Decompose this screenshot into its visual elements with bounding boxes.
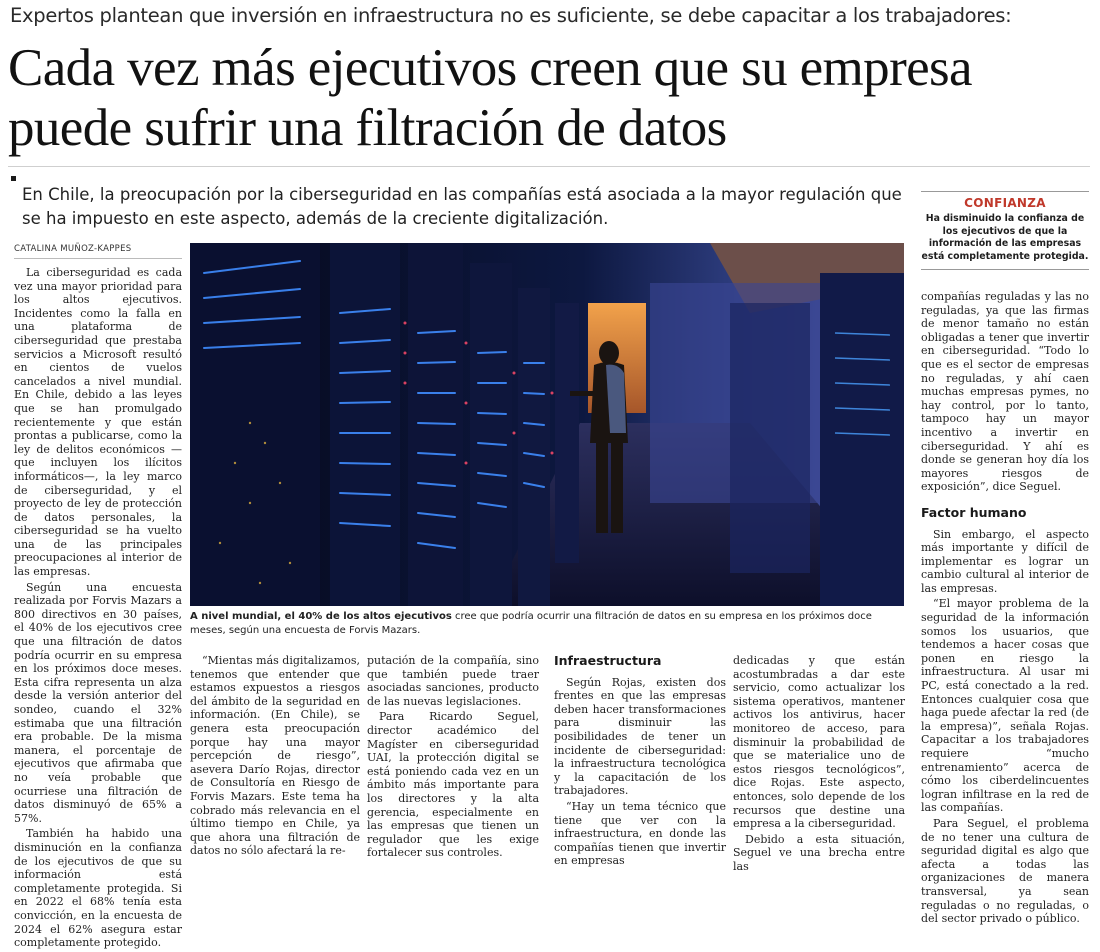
column-4	[554, 654, 726, 870]
byline: CATALINA MUÑOZ-KAPPES	[14, 244, 182, 259]
kicker: Expertos plantean que inversión en infraestructura no es suficiente, se debe capacitar a los trabajadores:	[10, 4, 1012, 27]
paragraph: “Hay un tema técnico que tiene que ver con la infraestructura, en donde las compañías tienen que invertir en empresas	[554, 799, 726, 868]
column-6	[921, 290, 1089, 928]
paragraph: compañías reguladas y las no reguladas, ya que las firmas de menor tamaño no están obligadas a tener que invertir en ciberseguridad. “Todo lo que es el sector de empresas no reguladas, y ahí caen muchas empresas pymes, no hay control, por lo tanto, tampoco hay un mayor incentivo a invertir en ciberseguridad. Y ahí es donde se generan hoy día los mayores riesgos de exposición”, dice Seguel.	[921, 290, 1089, 494]
sidebar-title: CONFIANZA	[964, 196, 1046, 210]
column-3	[367, 654, 539, 862]
server-room-photo	[190, 243, 904, 606]
paragraph: Según Rojas, existen dos frentes en que las empresas deben hacer transformaciones para disminuir las posibilidades de tener un incidente de ciberseguridad: la infraestructura tecnológica y la capacitación de los trabajadores.	[554, 675, 726, 798]
headline: Cada vez más ejecutivos creen que su empresa puede sufrir una filtración de datos	[8, 39, 972, 157]
column-5	[733, 654, 905, 876]
lead-paragraph: En Chile, la preocupación por la ciberseguridad en las compañías está asociada a la mayor regulación que se ha impuesto en este aspecto, además de la creciente digitalización.	[22, 185, 902, 228]
paragraph: Para Seguel, el problema de no tener una cultura de seguridad digital es algo que afecta a todas las organizaciones de manera transversal, ya sean reguladas o no reguladas, o del sector privado o público.	[921, 816, 1089, 926]
column-1	[14, 266, 182, 952]
subhead-factor-humano: Factor humano	[921, 504, 1027, 520]
lead-bullet	[11, 176, 16, 181]
headline-rule	[8, 166, 1090, 167]
server-room-illustration	[190, 243, 904, 606]
photo-caption	[190, 610, 904, 638]
paragraph: “El mayor problema de la seguridad de la información somos los usuarios, que tendemos a hacer cosas que ponen en riesgo la infraestructura. Al usar mi PC, está conectado a la red. Entonces cualquier cosa que haga puede afectar la red (de la empresa)”, señala Rojas. Capacitar a los trabajadores requiere “mucho entrenamiento” acerca de cómo los ciberdelincuentes logran infiltrase en la red de las compañías.	[921, 597, 1089, 815]
paragraph: Para Ricardo Seguel, director académico del Magíster en ciberseguridad UAI, la protección digital se está poniendo cada vez en un ámbito más importante para los directores y la alta gerencia, especialmente en las empresas que tienen un regulador que les exige fortalecer sus controles.	[367, 710, 539, 860]
paragraph: “Mientas más digitalizamos, tenemos que entender que estamos expuestos a riesgos del ámbito de la seguridad en información. (En Chile), se genera esta preocupación porque hay una mayor percepción de riesgo”, asevera Darío Rojas, director de Consultoría en Riesgo de Forvis Mazars. Este tema ha cobrado más relevancia en el último tiempo en Chile, ya que ahora una filtración de datos no sólo afectará la re-	[190, 654, 360, 858]
sidebar-box	[921, 191, 1089, 270]
paragraph: Según una encuesta realizada por Forvis Mazars a 800 directivos en 30 países, el 40% de los ejecutivos cree que una filtración de datos podría ocurrir en su empresa en los próximos doce meses. Esta cifra representa un alza desde la versión anterior del sondeo, cuando el 32% estimaba que una filtración era probable. De la misma manera, el porcentaje de ejecutivos que afirmaba que no veía probable que ocurriese una filtración de datos disminuyó de 65% a 57%.	[14, 580, 182, 825]
sidebar-body: Ha disminuido la confianza de los ejecutivos de que la información de las empresas está completamente protegida.	[921, 213, 1089, 270]
paragraph: putación de la compañía, sino que también puede traer asociadas sanciones, producto de las nuevas legislaciones.	[367, 654, 539, 708]
paragraph: La ciberseguridad es cada vez una mayor prioridad para los altos ejecutivos. Incidentes como la falla en una plataforma de ciberseguridad que prestaba servicios a Microsoft resultó en cientos de vuelos cancelados a nivel mundial. En Chile, debido a las leyes que se han promulgado recientemente y que están prontas a publicarse, como la ley de delitos económicos —que incluyen los ilícitos informáticos—, la ley marco de ciberseguridad, y el proyecto de ley de protección de datos personales, la ciberseguridad se ha vuelto una de las principales preocupaciones al interior de las empresas.	[14, 266, 182, 579]
caption-bold: A nivel mundial, el 40% de los altos ejecutivos	[190, 611, 452, 622]
subhead-infraestructura: Infraestructura	[554, 653, 662, 668]
paragraph: Debido a esta situación, Seguel ve una brecha entre las	[733, 832, 905, 873]
paragraph: dedicadas y que están acostumbradas a dar este servicio, como actualizar los sistema operativos, mantener activos los antivirus, hacer monitoreo de acceso, para disminuir la probabilidad de que se materialice uno de estos riesgos tecnológicos”, dice Rojas. Este aspecto, entonces, solo depende de los recursos que destine una empresa a la ciberseguridad.	[733, 654, 905, 831]
column-2	[190, 654, 360, 860]
caption-rest: cree que podría ocurrir una filtración de datos en su empresa en los próximos doce meses, según una encuesta de Forvis Mazars.	[190, 611, 872, 636]
paragraph: Sin embargo, el aspecto más importante y difícil de implementar es lograr un cambio cultural al interior de las empresas.	[921, 527, 1089, 595]
paragraph: También ha habido una disminución en la confianza de los ejecutivos de que su información está completamente protegida. Si en 2022 el 68% tenía esta convicción, en la encuesta de 2024 el 62% asegura estar completamente protegido.	[14, 827, 182, 950]
